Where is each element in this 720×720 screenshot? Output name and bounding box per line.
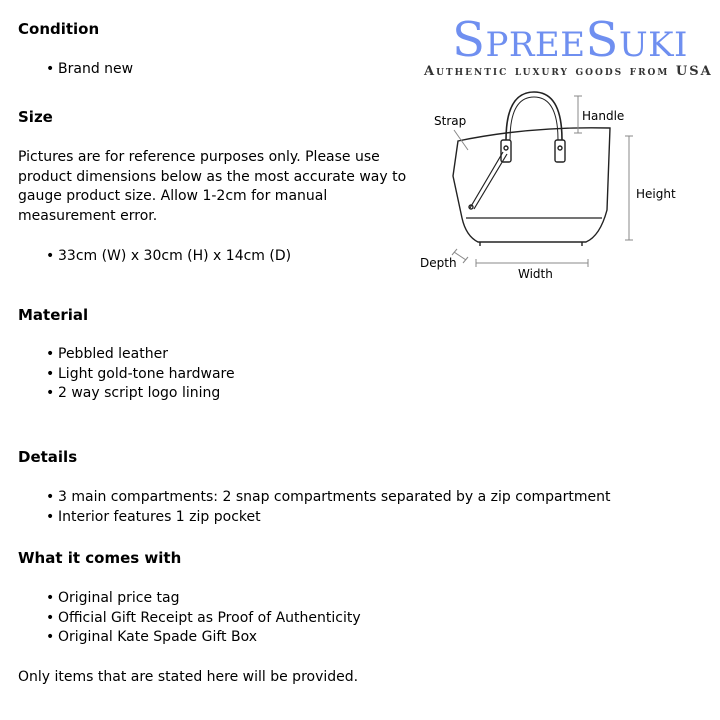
depth-label: Depth: [420, 256, 457, 270]
list-item: • Light gold-tone hardware: [44, 365, 235, 385]
list-item: • Interior features 1 zip pocket: [44, 508, 610, 528]
material-heading: Material: [18, 306, 89, 324]
brand-name: SpreeSuki: [452, 12, 688, 68]
bag-dimension-diagram: [410, 88, 710, 288]
size-list: [44, 247, 291, 267]
brand-tagline: Authentic luxury goods from USA: [424, 64, 713, 79]
list-item: • Brand new: [44, 60, 133, 80]
handle-label: Handle: [582, 109, 625, 123]
material-list: [44, 345, 235, 404]
footer-note: Only items that are stated here will be provided.: [18, 669, 359, 685]
list-item: • Official Gift Receipt as Proof of Authenticity: [44, 609, 361, 629]
list-item: • 3 main compartments: 2 snap compartments separated by a zip compartment: [44, 488, 610, 508]
size-description: Pictures are for reference purposes only. Please use product dimensions below as the most accurate way to gauge product size. Allow 1-2cm for manual measurement error.: [18, 149, 407, 224]
condition-heading: Condition: [18, 20, 100, 38]
brand-logo: [424, 14, 716, 79]
list-item: • 2 way script logo lining: [44, 384, 235, 404]
details-heading: Details: [18, 448, 78, 466]
width-label: Width: [518, 267, 553, 281]
details-list: [44, 488, 610, 527]
comes-with-heading: What it comes with: [18, 549, 182, 567]
bag-body-outline: [453, 128, 610, 242]
comes-with-list: [44, 589, 361, 648]
condition-list: [44, 60, 133, 80]
size-heading: Size: [18, 108, 53, 126]
list-item: • Pebbled leather: [44, 345, 235, 365]
list-item: • Original Kate Spade Gift Box: [44, 628, 361, 648]
list-item: • 33cm (W) x 30cm (H) x 14cm (D): [44, 247, 291, 267]
list-item: • Original price tag: [44, 589, 361, 609]
height-label: Height: [636, 187, 676, 201]
strap-label: Strap: [434, 114, 467, 128]
